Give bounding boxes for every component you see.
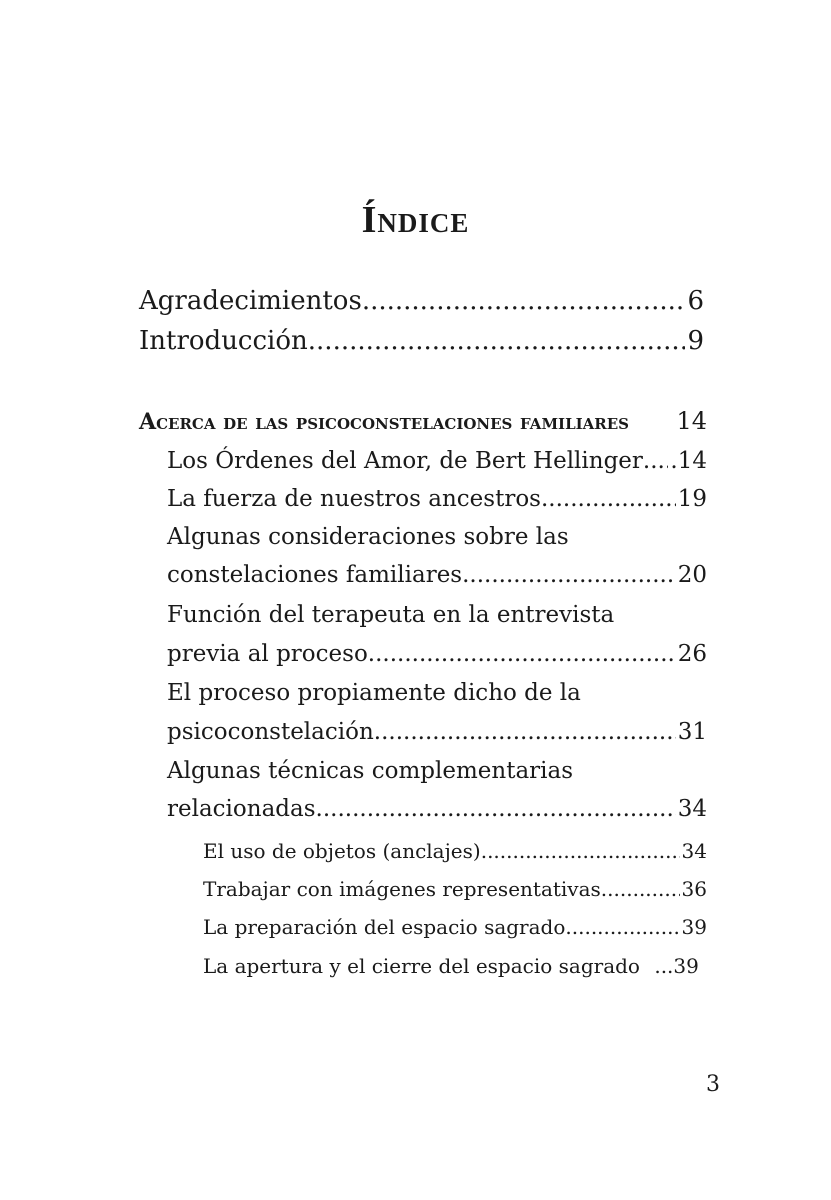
toc-entry-page: 26 — [677, 641, 707, 667]
dot-leader — [316, 796, 676, 822]
toc-entry-label: constelaciones familiares — [167, 562, 463, 588]
toc-entry-proceso[interactable] — [167, 719, 707, 745]
dot-leader — [541, 486, 676, 512]
toc-entry-page: 34 — [681, 839, 707, 863]
toc-section-label: Acerca de las psicoconstelaciones familiares — [139, 409, 630, 435]
toc-entry-line1: El proceso propiamente dicho de la — [167, 680, 581, 706]
dot-leader — [462, 562, 676, 588]
toc-entry-page: 9 — [687, 326, 704, 356]
dot-leader — [362, 286, 686, 316]
toc-entry-label: previa al proceso — [167, 641, 368, 667]
toc-entry-page: 19 — [677, 486, 707, 512]
toc-entry-funcion-terapeuta[interactable] — [167, 641, 707, 667]
toc-entry-line1: Función del terapeuta en la entrevista — [167, 602, 615, 628]
toc-entry-constelaciones[interactable] — [167, 562, 707, 588]
toc-entry-label: psicoconstelación — [167, 719, 374, 745]
toc-subentry-objetos[interactable] — [203, 839, 707, 863]
toc-entry-page: 39 — [681, 915, 707, 939]
toc-entry-page: 36 — [681, 877, 707, 901]
toc-entry-page: 20 — [677, 562, 707, 588]
toc-entry-ordenes-amor[interactable] — [167, 448, 707, 474]
toc-entry-label: La preparación del espacio sagrado — [203, 915, 566, 939]
toc-entry-label: Los Órdenes del Amor, de Bert Hellinger — [167, 448, 643, 474]
toc-entry-label: La fuerza de nuestros ancestros — [167, 486, 541, 512]
toc-entry-label: Agradecimientos — [139, 286, 362, 316]
toc-entry-line1: Algunas técnicas complementarias — [167, 758, 574, 784]
toc-entry-fuerza-ancestros[interactable] — [167, 486, 707, 512]
toc-entry-page: .14 — [670, 448, 707, 474]
dot-leader — [481, 839, 680, 863]
dot-leader — [601, 877, 680, 901]
toc-entry-page: ...39 — [654, 954, 699, 978]
toc-entry-label: La apertura y el cierre del espacio sagrado — [203, 954, 640, 978]
dot-leader — [368, 641, 676, 667]
toc-subentry-apertura[interactable] — [203, 954, 707, 978]
toc-entry-label: relacionadas — [167, 796, 316, 822]
toc-entry-label: Introducción — [139, 326, 308, 356]
toc-entry-introduccion[interactable] — [139, 326, 704, 356]
toc-section-heading[interactable] — [139, 407, 707, 435]
toc-entry-agradecimientos[interactable] — [139, 286, 704, 316]
page-title: Índice — [361, 199, 470, 241]
toc-entry-label: Trabajar con imágenes representativas — [203, 877, 601, 901]
toc-entry-label: El uso de objetos (anclajes) — [203, 839, 481, 863]
toc-entry-line1: Algunas consideraciones sobre las — [167, 524, 569, 550]
toc-subentry-preparacion[interactable] — [203, 915, 707, 939]
toc-entry-page: 31 — [677, 719, 707, 745]
toc-subentry-imagenes[interactable] — [203, 877, 707, 901]
toc-section-page: 14 — [676, 407, 707, 435]
dot-leader — [643, 448, 669, 474]
toc-entry-page: 6 — [687, 286, 704, 316]
dot-leader — [565, 915, 679, 939]
dot-leader — [308, 326, 686, 356]
toc-entry-tecnicas[interactable] — [167, 796, 707, 822]
toc-entry-page: 34 — [677, 796, 707, 822]
page-number: 3 — [706, 1072, 720, 1097]
dot-leader — [374, 719, 676, 745]
